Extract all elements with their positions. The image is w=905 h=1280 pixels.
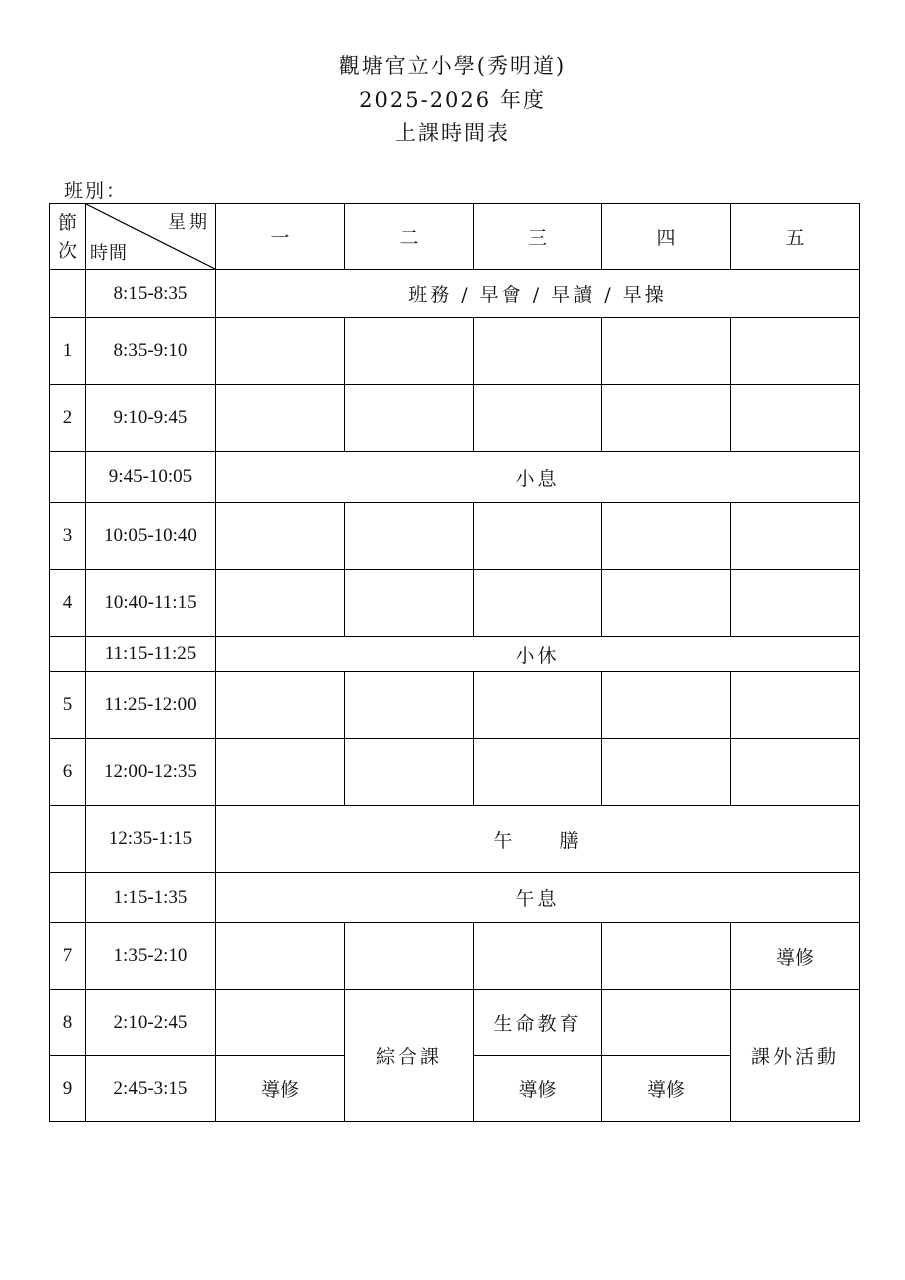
lesson-cell (602, 672, 731, 739)
lesson-cell (216, 672, 345, 739)
time-slot: 12:00-12:35 (86, 739, 216, 806)
time-slot: 9:10-9:45 (86, 385, 216, 452)
lesson-cell (216, 570, 345, 637)
day-header-fri: 五 (731, 204, 860, 270)
time-slot: 11:15-11:25 (86, 637, 216, 672)
time-slot: 8:35-9:10 (86, 318, 216, 385)
lesson-cell (602, 990, 731, 1056)
period-number: 2 (50, 385, 86, 452)
lesson-cell (602, 318, 731, 385)
period-number: 3 (50, 503, 86, 570)
period-number: 9 (50, 1056, 86, 1122)
lesson-cell (731, 503, 860, 570)
table-row (50, 452, 860, 503)
table-row (50, 270, 860, 318)
table-row (50, 503, 860, 570)
lesson-cell (216, 318, 345, 385)
lesson-cell (345, 672, 474, 739)
lesson-cell (216, 503, 345, 570)
period-number: 8 (50, 990, 86, 1056)
lesson-cell (474, 318, 602, 385)
day-header-wed: 三 (474, 204, 602, 270)
time-slot: 10:40-11:15 (86, 570, 216, 637)
lesson-cell (731, 318, 860, 385)
lesson-cell (345, 385, 474, 452)
period-number (50, 270, 86, 318)
period-column-header (50, 204, 86, 270)
lesson-cell: 導修 (602, 1056, 731, 1122)
lesson-cell: 課外活動 (731, 990, 860, 1122)
lesson-cell (345, 923, 474, 990)
table-row (50, 806, 860, 873)
lesson-cell (474, 503, 602, 570)
span-activity: 午息 (216, 873, 860, 923)
lesson-cell: 生命教育 (474, 990, 602, 1056)
table-row (50, 318, 860, 385)
period-number (50, 637, 86, 672)
span-activity: 小息 (216, 452, 860, 503)
period-number: 1 (50, 318, 86, 385)
lesson-cell (602, 385, 731, 452)
class-label: 班別： (64, 180, 128, 202)
lesson-cell (602, 503, 731, 570)
period-number (50, 806, 86, 873)
period-column-header-label: 節次 (57, 211, 77, 262)
period-number: 5 (50, 672, 86, 739)
time-slot: 10:05-10:40 (86, 503, 216, 570)
lesson-cell (216, 385, 345, 452)
period-number: 7 (50, 923, 86, 990)
lesson-cell (731, 570, 860, 637)
time-slot: 11:25-12:00 (86, 672, 216, 739)
time-slot: 1:35-2:10 (86, 923, 216, 990)
span-activity: 小休 (216, 637, 860, 672)
lesson-cell (216, 739, 345, 806)
lesson-cell (731, 672, 860, 739)
period-number (50, 452, 86, 503)
lesson-cell (345, 318, 474, 385)
lesson-cell (474, 739, 602, 806)
table-row (50, 385, 860, 452)
weekday-label: 星期 (168, 212, 210, 233)
lesson-cell (345, 570, 474, 637)
lesson-cell (216, 990, 345, 1056)
lesson-cell (731, 385, 860, 452)
day-header-tue: 二 (345, 204, 474, 270)
lesson-cell: 導修 (474, 1056, 602, 1122)
table-row (50, 672, 860, 739)
period-number (50, 873, 86, 923)
table-row (50, 923, 860, 990)
period-number: 6 (50, 739, 86, 806)
school-year: 2025-2026 年度 (359, 88, 546, 112)
table-row (50, 570, 860, 637)
lesson-cell (731, 739, 860, 806)
time-slot: 2:45-3:15 (86, 1056, 216, 1122)
lesson-cell (602, 570, 731, 637)
school-name: 觀塘官立小學(秀明道) (338, 54, 567, 78)
lesson-cell (474, 923, 602, 990)
time-slot: 9:45-10:05 (86, 452, 216, 503)
table-row (50, 990, 860, 1056)
lesson-cell (602, 923, 731, 990)
lesson-cell: 綜合課 (345, 990, 474, 1122)
time-label: 時間 (90, 243, 128, 264)
table-row (50, 739, 860, 806)
time-slot: 8:15-8:35 (86, 270, 216, 318)
lesson-cell (345, 739, 474, 806)
table-row (50, 637, 860, 672)
time-slot: 1:15-1:35 (86, 873, 216, 923)
time-slot: 2:10-2:45 (86, 990, 216, 1056)
timetable (49, 203, 860, 1122)
day-header-mon: 一 (216, 204, 345, 270)
period-number: 4 (50, 570, 86, 637)
header-row (50, 204, 860, 270)
lesson-cell (474, 385, 602, 452)
span-activity: 午 膳 (216, 806, 860, 873)
lesson-cell (602, 739, 731, 806)
document-title: 上課時間表 (395, 121, 510, 145)
lesson-cell: 導修 (216, 1056, 345, 1122)
lesson-cell (474, 570, 602, 637)
lesson-cell (345, 503, 474, 570)
span-activity: 班務 / 早會 / 早讀 / 早操 (216, 270, 860, 318)
lesson-cell (474, 672, 602, 739)
time-slot: 12:35-1:15 (86, 806, 216, 873)
lesson-cell (216, 923, 345, 990)
corner-cell (86, 204, 216, 270)
lesson-cell: 導修 (731, 923, 860, 990)
table-row (50, 873, 860, 923)
day-header-thu: 四 (602, 204, 731, 270)
